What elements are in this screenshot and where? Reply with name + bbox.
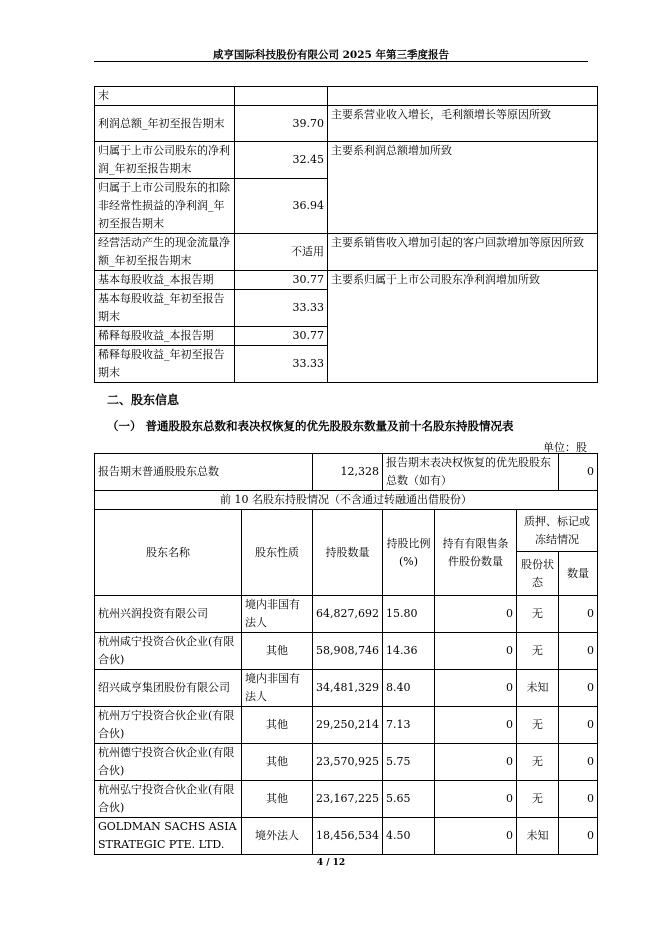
holder-ratio: 4.50 — [383, 818, 435, 855]
holder-name: 绍兴咸亨集团股份有限公司 — [95, 670, 242, 707]
holder-name: 杭州弘宁投资合伙企业(有限合伙) — [95, 781, 242, 818]
table-row — [95, 744, 598, 781]
report-header: 咸亨国际科技股份有限公司 2025 年第三季度报告 — [212, 49, 450, 61]
pledge-qty: 0 — [559, 633, 598, 670]
holder-ratio: 5.65 — [383, 781, 435, 818]
col-pledge-status-header: 股份状态 — [517, 552, 559, 596]
holder-restricted: 0 — [435, 781, 517, 818]
col-restricted-header: 持有有限售条件股份数量 — [435, 510, 517, 596]
holder-shares: 23,167,225 — [313, 781, 383, 818]
pledge-status: 无 — [517, 596, 559, 633]
value-cell — [235, 87, 328, 106]
value-cell: 33.33 — [235, 290, 328, 327]
reason-cell: 主要系归属于上市公司股东净利润增加所致 — [328, 271, 598, 383]
holder-restricted: 0 — [435, 707, 517, 744]
holder-name: 杭州咸宁投资合伙企业(有限合伙) — [95, 633, 242, 670]
item-cell: 末 — [95, 87, 235, 106]
pledge-status: 无 — [517, 707, 559, 744]
pledge-qty: 0 — [559, 596, 598, 633]
value-cell: 32.45 — [235, 142, 328, 179]
pledge-qty: 0 — [559, 670, 598, 707]
col-name-header: 股东名称 — [95, 510, 242, 596]
value-cell: 30.77 — [235, 327, 328, 346]
pledge-status: 无 — [517, 781, 559, 818]
holder-restricted: 0 — [435, 818, 517, 855]
holder-nature: 境内非国有法人 — [242, 670, 313, 707]
top10-title-row — [95, 491, 598, 510]
holder-ratio: 14.36 — [383, 633, 435, 670]
table-row — [95, 707, 598, 744]
holder-name: 杭州万宁投资合伙企业(有限合伙) — [95, 707, 242, 744]
pledge-qty: 0 — [559, 707, 598, 744]
table-row — [95, 781, 598, 818]
table-row — [95, 87, 598, 106]
header-row — [95, 510, 598, 552]
holder-restricted: 0 — [435, 633, 517, 670]
reason-cell — [328, 87, 598, 106]
total-holders-label: 报告期末普通股股东总数 — [95, 454, 313, 491]
holder-name: GOLDMAN SACHS ASIA STRATEGIC PTE. LTD. — [95, 818, 242, 855]
item-cell: 稀释每股收益_年初至报告期末 — [95, 346, 235, 383]
item-cell: 归属于上市公司股东的净利润_年初至报告期末 — [95, 142, 235, 179]
holder-shares: 23,570,925 — [313, 744, 383, 781]
holder-restricted: 0 — [435, 670, 517, 707]
pledge-status: 无 — [517, 744, 559, 781]
col-shares-header: 持股数量 — [313, 510, 383, 596]
pledge-qty: 0 — [559, 781, 598, 818]
holder-shares: 29,250,214 — [313, 707, 383, 744]
item-cell: 稀释每股收益_本报告期 — [95, 327, 235, 346]
item-cell: 基本每股收益_本报告期 — [95, 271, 235, 290]
holder-shares: 58,908,746 — [313, 633, 383, 670]
table-row — [95, 271, 598, 290]
table-row — [95, 142, 598, 179]
col-pledge-qty-header: 数量 — [559, 552, 598, 596]
reason-cell: 主要系利润总额增加所致 — [328, 142, 598, 234]
pledge-qty: 0 — [559, 818, 598, 855]
table-row — [95, 818, 598, 855]
holder-shares: 18,456,534 — [313, 818, 383, 855]
pledge-status: 未知 — [517, 818, 559, 855]
yoy-change-table — [94, 86, 598, 383]
holder-ratio: 15.80 — [383, 596, 435, 633]
pledge-qty: 0 — [559, 744, 598, 781]
page-number: 4 / 12 — [316, 858, 346, 868]
value-cell: 33.33 — [235, 346, 328, 383]
item-cell: 经营活动产生的现金流量净额_年初至报告期末 — [95, 234, 235, 271]
item-cell: 利润总额_年初至报告期末 — [95, 106, 235, 142]
holder-nature: 其他 — [242, 781, 313, 818]
preferred-holders-label: 报告期末表决权恢复的优先股股东总数（如有） — [383, 454, 559, 491]
holder-ratio: 8.40 — [383, 670, 435, 707]
section-subtitle: （一） 普通股股东总数和表决权恢复的优先股股东数量及前十名股东持股情况表 — [107, 419, 514, 433]
holder-nature: 境内非国有法人 — [242, 596, 313, 633]
col-nature-header: 股东性质 — [242, 510, 313, 596]
table-row — [95, 234, 598, 271]
table-row — [95, 633, 598, 670]
holder-name: 杭州兴润投资有限公司 — [95, 596, 242, 633]
holder-nature: 境外法人 — [242, 818, 313, 855]
holder-ratio: 5.75 — [383, 744, 435, 781]
value-cell: 39.70 — [235, 106, 328, 142]
holder-restricted: 0 — [435, 596, 517, 633]
table-row — [95, 670, 598, 707]
pledge-status: 无 — [517, 633, 559, 670]
summary-row — [95, 454, 598, 491]
table-row — [95, 106, 598, 142]
section-title: 二、股东信息 — [107, 393, 180, 407]
value-cell: 36.94 — [235, 179, 328, 234]
item-cell: 基本每股收益_年初至报告期末 — [95, 290, 235, 327]
holder-restricted: 0 — [435, 744, 517, 781]
shareholder-table — [94, 453, 598, 855]
holder-ratio: 7.13 — [383, 707, 435, 744]
reason-cell: 主要系营业收入增长，毛利额增长等原因所致 — [328, 106, 598, 142]
table-row — [95, 596, 598, 633]
col-pledge-header: 质押、标记或冻结情况 — [517, 510, 598, 552]
unit-label: 单位：股 — [543, 441, 587, 454]
preferred-holders-value: 0 — [559, 454, 598, 491]
value-cell: 不适用 — [235, 234, 328, 271]
pledge-status: 未知 — [517, 670, 559, 707]
value-cell: 30.77 — [235, 271, 328, 290]
holder-nature: 其他 — [242, 633, 313, 670]
holder-nature: 其他 — [242, 707, 313, 744]
reason-cell: 主要系销售收入增加引起的客户回款增加等原因所致 — [328, 234, 598, 271]
holder-shares: 34,481,329 — [313, 670, 383, 707]
item-cell: 归属于上市公司股东的扣除非经常性损益的净利润_年初至报告期末 — [95, 179, 235, 234]
col-ratio-header: 持股比例(%) — [383, 510, 435, 596]
header-divider — [94, 61, 588, 62]
holder-nature: 其他 — [242, 744, 313, 781]
total-holders-value: 12,328 — [313, 454, 383, 491]
holder-name: 杭州德宁投资合伙企业(有限合伙) — [95, 744, 242, 781]
holder-shares: 64,827,692 — [313, 596, 383, 633]
top10-title: 前 10 名股东持股情况（不含通过转融通出借股份） — [95, 491, 598, 510]
